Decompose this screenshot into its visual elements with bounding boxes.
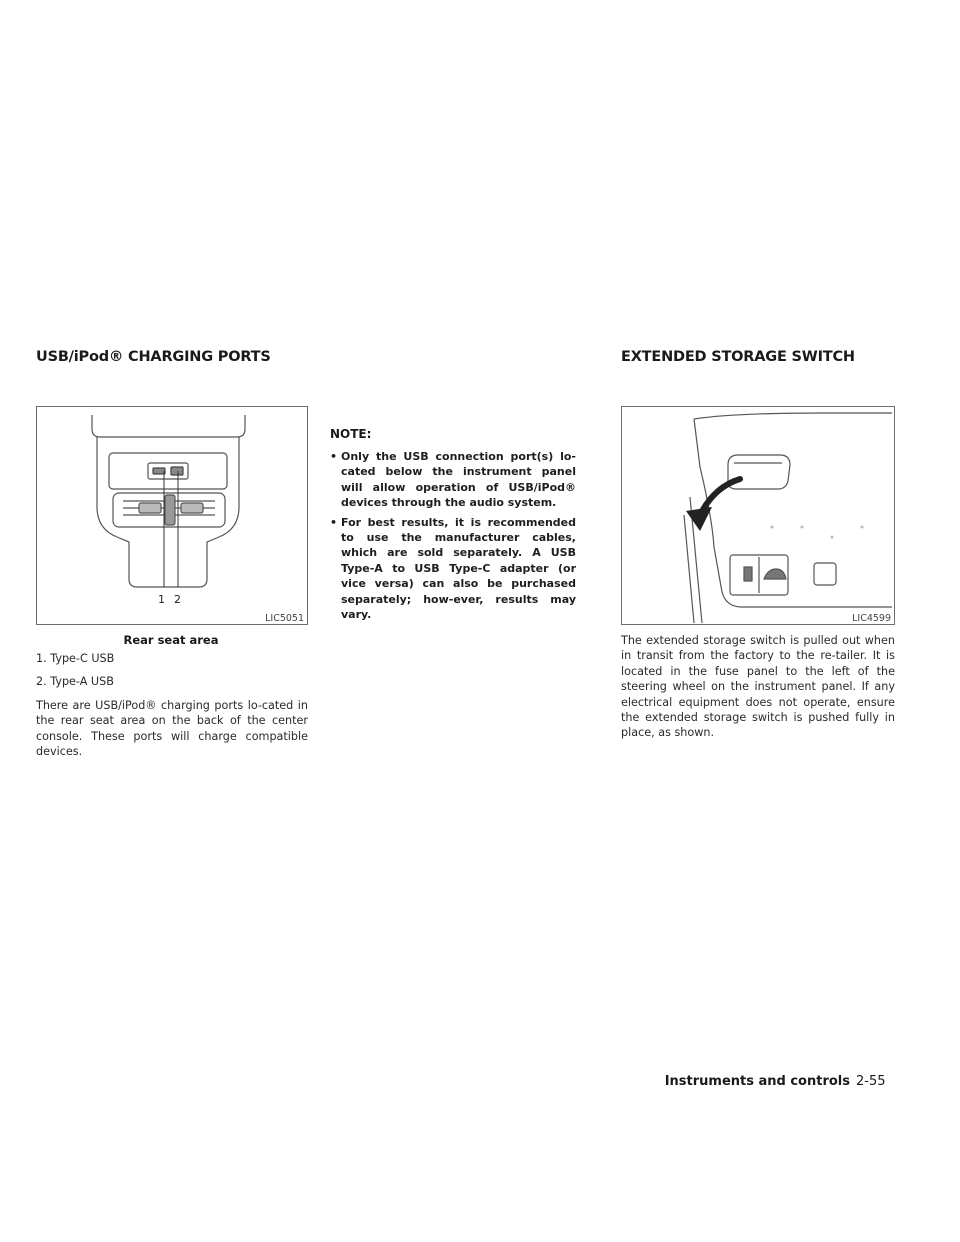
note-item [330, 515, 576, 623]
list-item-type-c: 1. Type-C USB [36, 652, 115, 665]
callout-1: 1 [158, 593, 165, 606]
note-item-text: Only the USB connection port(s) lo-cated below the instrument panel will allow operation of USB/iPod® devices through the audio system. [341, 450, 576, 510]
rear-console-illustration [37, 407, 307, 624]
section-title-extended-storage-switch: EXTENDED STORAGE SWITCH [621, 349, 855, 365]
page-number: 2-55 [856, 1074, 886, 1089]
note-item [330, 449, 576, 511]
note-title: NOTE: [330, 427, 372, 441]
right-column-text [621, 633, 895, 741]
figure-code: LIC5051 [265, 613, 304, 624]
bullet: • [330, 515, 338, 529]
left-column-text [36, 651, 308, 759]
section-title-usb-charging-ports: USB/iPod® CHARGING PORTS [36, 349, 271, 365]
figure-rear-seat-area [36, 406, 308, 625]
note-list [330, 449, 576, 626]
fuse-panel-illustration [622, 407, 894, 624]
callout-2: 2 [174, 593, 181, 606]
usb-ports-description: There are USB/iPod® charging ports lo-cated in the rear seat area on the back of the center console. These ports will charge compatible devices. [36, 698, 308, 759]
note-item-text: For best results, it is recommended to use the manufacturer cables, which are sold separately. A USB Type-A to USB Type-C adapter (or vice versa) can also be purchased separately; how-ever, results may vary. [341, 515, 576, 622]
bullet: • [330, 450, 338, 463]
figure-caption: Rear seat area [123, 633, 219, 647]
extended-storage-description: The extended storage switch is pulled out when in transit from the factory to the re-tailer. It is located in the fuse panel to the left of the steering wheel on the instrument panel. If any electrical equipment does not operate, ensure the extended storage switch is pushed fully in place, as shown. [621, 634, 895, 740]
footer-section-title: Instruments and controls [664, 1074, 850, 1089]
figure-code: LIC4599 [852, 613, 891, 624]
figure-extended-storage-switch [621, 406, 895, 625]
list-item-type-a: 2. Type-A USB [36, 675, 114, 689]
